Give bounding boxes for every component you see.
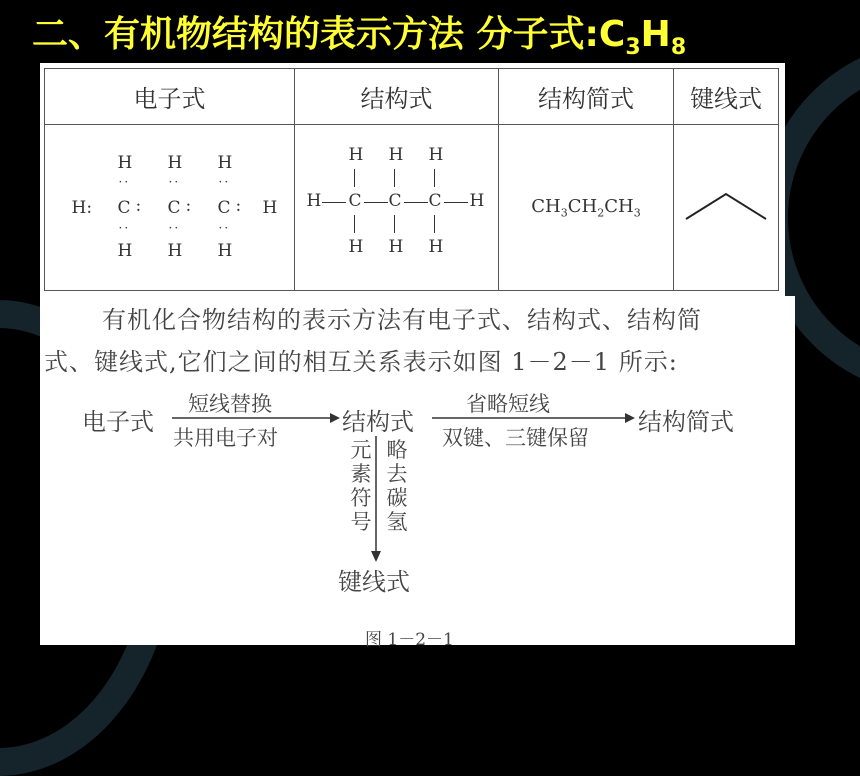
electron-dot-diagram [50,133,290,283]
edge-label-keep-bonds: 双键、三键保留 [442,426,589,450]
structural-diagram [302,133,492,283]
single-bond [322,202,346,204]
single-bond [394,169,396,187]
electron-pair: ·· [168,220,181,235]
h-atom: H [428,144,444,165]
h-atom: H [117,240,133,261]
h-atom: H [388,144,404,165]
paragraph-line-2: 式、键线式,它们之间的相互关系表示如图 1－2－1 所示: [44,348,678,376]
header-structural-formula: 结构式 [295,69,499,125]
electron-pair: ·· [118,174,131,189]
electron-formula-cell [45,125,295,291]
edge-label-shared-pairs: 共用电子对 [173,426,278,450]
electron-pair: ·· [218,220,231,235]
single-bond [354,215,356,233]
single-bond [364,202,388,204]
node-electron-formula: 电子式 [82,408,154,436]
c-atom: C [348,190,362,211]
h-atom: H [167,152,183,173]
node-skeletal-formula: 键线式 [338,568,410,596]
electron-pair: ·· [168,174,181,189]
skeletal-formula-cell [674,125,779,291]
node-structural-formula: 结构式 [342,408,414,436]
edge-label-replace-lines: 短线替换 [188,392,272,416]
single-bond [354,169,356,187]
condensed-formula-cell [499,125,674,291]
h-atom: H [428,236,444,257]
paragraph-line-1: 有机化合物结构的表示方法有电子式、结构式、结构简 [102,306,702,334]
h-atom-left: H: [71,197,93,218]
electron-pair: : [235,195,242,216]
edge-label-omit-lines: 省略短线 [466,392,550,416]
h-atom: H [117,152,133,173]
c-atom: C [428,190,442,211]
h-atom: H [469,190,485,211]
h-atom-right: H [262,197,278,218]
structural-formula-cell [295,125,499,291]
electron-pair: : [185,195,192,216]
single-bond [434,215,436,233]
edge-label-omit-c-h: 略去碳氢 [386,438,408,534]
h-atom: H [348,236,364,257]
electron-pair: ·· [218,174,231,189]
electron-pair: ·· [118,220,131,235]
single-bond [394,215,396,233]
h-atom: H [348,144,364,165]
condensed-formula: $CH_3CH_2CH_3$ [531,195,641,220]
h-atom: H [167,240,183,261]
h-atom: H [388,236,404,257]
slide-title: 二、有机物结构的表示方法 分子式$:C_3H_8$ [32,14,687,60]
table-header-row [45,69,779,125]
header-electron-formula: 电子式 [45,69,295,125]
electron-pair: : [135,195,142,216]
header-condensed-formula: 结构简式 [499,69,674,125]
single-bond [404,202,428,204]
header-skeletal-formula: 键线式 [674,69,779,125]
edge-label-element-symbols: 元素符号 [350,438,372,534]
c-atom: C [217,197,231,218]
figure-caption: 图 1－2－1 [365,630,454,650]
c-atom: C [388,190,402,211]
explanation-panel [40,296,795,650]
relationship-arrows [40,296,795,645]
table-row [45,125,779,291]
node-condensed-formula: 结构简式 [638,408,734,436]
h-atom: H [217,152,233,173]
single-bond [444,202,468,204]
c-atom: C [167,197,181,218]
h-atom: H [217,240,233,261]
representation-table-panel [40,63,785,296]
c-atom: C [117,197,131,218]
single-bond [434,169,436,187]
representation-table [44,68,779,291]
skeletal-formula-drawing [681,186,771,226]
h-atom: H [306,190,322,211]
